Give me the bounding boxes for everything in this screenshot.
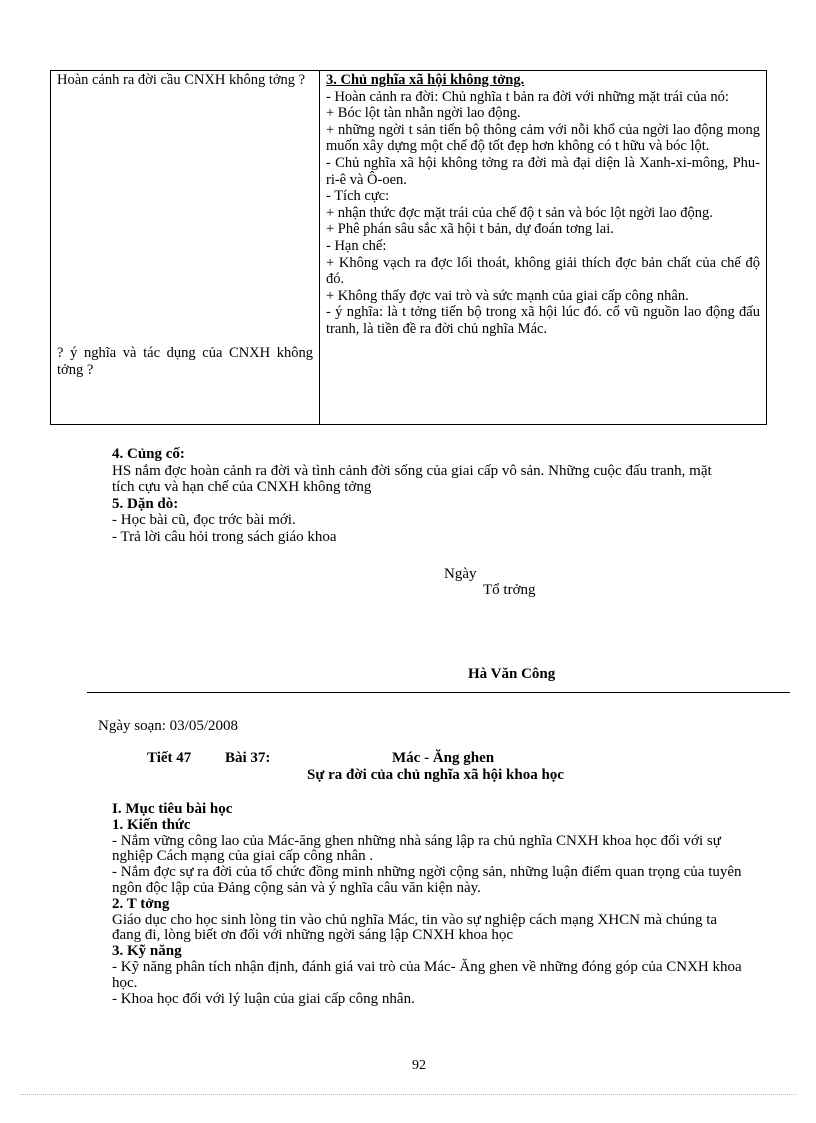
question-2: ? ý nghĩa và tác dụng của CNXH không tởng ? bbox=[57, 345, 313, 378]
answer-column bbox=[320, 71, 767, 425]
answer-line: - Tích cực: bbox=[326, 188, 390, 205]
answer-title: 3. Chủ nghĩa xã hội không tởng. bbox=[326, 72, 525, 88]
homework-heading: 5. Dặn dò: bbox=[112, 495, 179, 512]
skills-heading: 3. Kỹ năng bbox=[112, 943, 182, 960]
objectives-heading: I. Mục tiêu bài học bbox=[112, 801, 233, 817]
answer-line: + những ngời t sản tiến bộ thông cảm với nỗi khổ của ngời lao động mong muốn xây dựng một chế độ tốt đẹp hơn không có t hữu và bóc lột. bbox=[326, 121, 760, 155]
knowledge-heading: 1. Kiến thức bbox=[112, 816, 191, 833]
thought-text: Giáo dục cho học sinh lòng tin vào chủ nghĩa Mác, tin vào sự nghiệp cách mạng XHCN mà chúng ta đang đi, lòng biết ơn đối với những ngời sáng lập CNXH khoa học bbox=[112, 911, 718, 944]
period: Tiết 47 bbox=[147, 750, 192, 766]
homework-item: - Học bài cũ, đọc trớc bài mới. bbox=[112, 512, 296, 528]
skills-line: - Khoa học đối với lý luận của giai cấp công nhân. bbox=[112, 990, 415, 1007]
answer-line: - Chủ nghĩa xã hội không tởng ra đời mà đại diện là Xanh-xi-mông, Phu-ri-ê và Ô-oen. bbox=[326, 154, 760, 188]
knowledge-line: - Nắm đợc sự ra đời của tổ chức đồng minh những ngời cộng sản, những luận điểm quan trọng của tuyên ngôn độc lập của Đảng cộng sản và ý nghĩa câu văn kiện này. bbox=[112, 864, 742, 896]
lesson-title-1: Mác - Ăng ghen bbox=[392, 750, 495, 766]
lesson-title-2: Sự ra đời của chủ nghĩa xã hội khoa học bbox=[307, 767, 564, 783]
thought-heading: 2. T tởng bbox=[112, 895, 170, 912]
signature-role: Tổ trởng bbox=[483, 582, 536, 598]
answer-line: - Hạn chế: bbox=[326, 237, 387, 254]
answer-line: - Hoàn cảnh ra đời: Chủ nghĩa t bản ra đời với những mặt trái của nó: bbox=[326, 88, 729, 105]
signature-name: Hà Văn Công bbox=[468, 666, 556, 682]
consolidate-section bbox=[112, 446, 752, 545]
consolidate-heading: 4. Củng cố: bbox=[112, 446, 185, 462]
knowledge-line: - Nắm vững công lao của Mác-ăng ghen những nhà sáng lập ra chủ nghĩa CNXH khoa học đối với sự nghiệp Cách mạng của giai cấp công nhân . bbox=[112, 832, 721, 865]
signature-date: Ngày bbox=[444, 566, 477, 582]
qa-table bbox=[50, 70, 767, 425]
answer-line: + Phê phán sâu sắc xã hội t bản, dự đoán tơng lai. bbox=[326, 221, 614, 238]
question-column bbox=[51, 71, 320, 425]
skills-line: - Kỹ năng phân tích nhận định, đánh giá vai trò của Mác- Ăng ghen về những đóng góp của CNXH khoa học. bbox=[112, 958, 742, 991]
divider bbox=[87, 692, 790, 693]
answer-line: + Không vạch ra đợc lối thoát, không giải thích đợc bản chất của chế độ đó. bbox=[326, 254, 760, 288]
answer-line: + nhận thức đợc mặt trái của chế độ t sản và bóc lột ngời lao động. bbox=[326, 204, 713, 221]
prep-date: Ngày soạn: 03/05/2008 bbox=[98, 718, 238, 734]
answer-line: + Bóc lột tàn nhẫn ngời lao động. bbox=[326, 105, 521, 122]
lesson-number: Bài 37: bbox=[225, 750, 271, 766]
answer-line: + Không thấy đợc vai trò và sức mạnh của giai cấp công nhân. bbox=[326, 287, 689, 304]
consolidate-text: HS nắm đợc hoàn cảnh ra đời và tình cảnh đời sống của giai cấp vô sản. Những cuộc đấu tranh, mặt tích cựu và hạn chế của CNXH không tởng bbox=[112, 462, 712, 495]
question-1: Hoàn cảnh ra đời cầu CNXH không tởng ? bbox=[57, 72, 306, 88]
answer-line: - ý nghĩa: là t tởng tiến bộ trong xã hội lúc đó. cổ vũ nguồn lao động đấu tranh, là tiền đề ra đời chủ nghĩa Mác. bbox=[326, 304, 760, 337]
objectives-section bbox=[112, 802, 742, 1007]
page-number: 92 bbox=[412, 1058, 426, 1073]
page-bottom-border bbox=[20, 1094, 796, 1095]
homework-item: - Trả lời câu hỏi trong sách giáo khoa bbox=[112, 528, 337, 545]
